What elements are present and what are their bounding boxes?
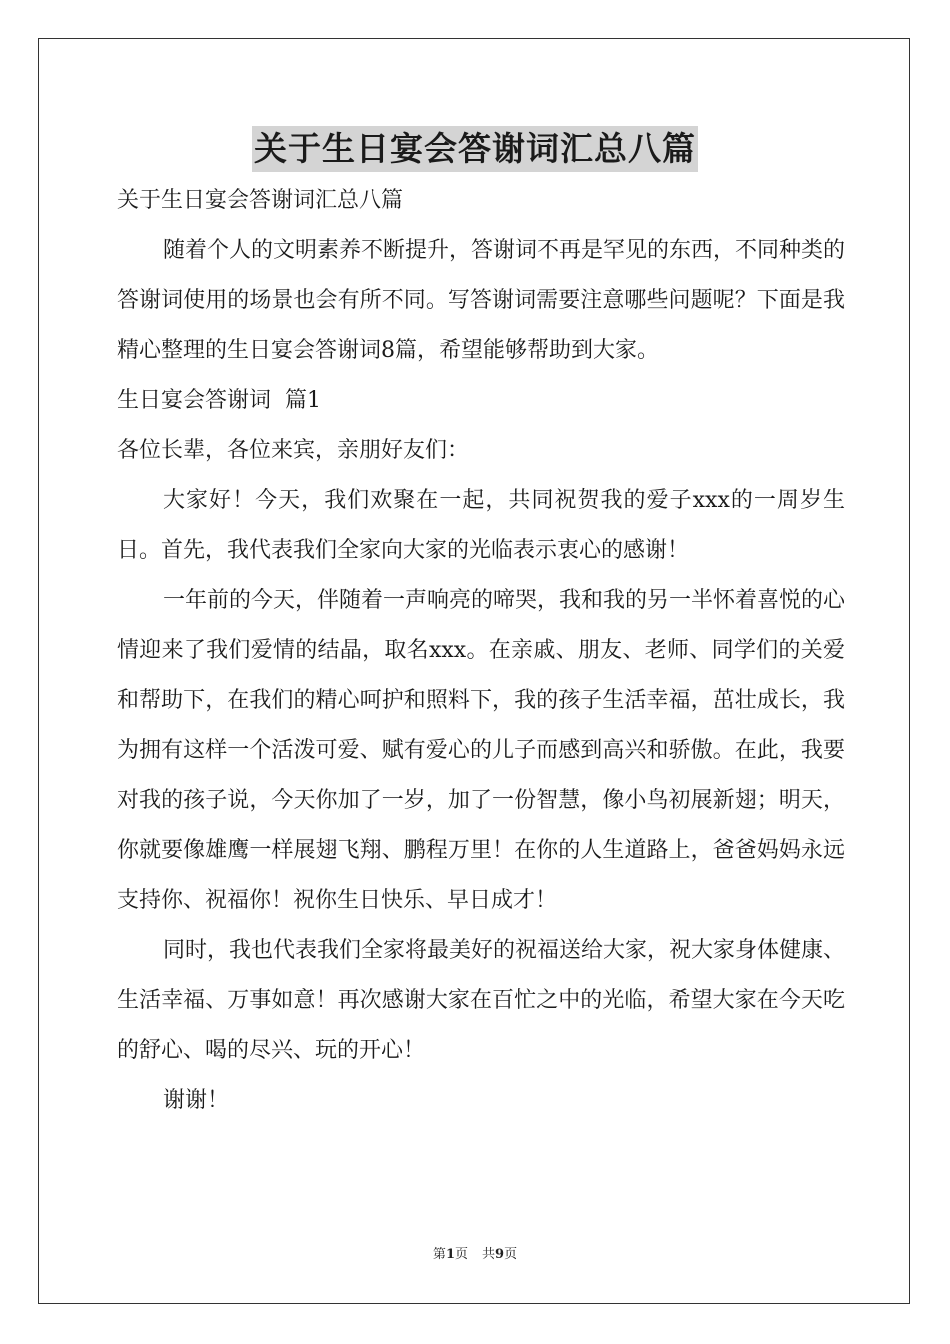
intro-paragraph: 随着个人的文明素养不断提升，答谢词不再是罕见的东西，不同种类的答谢词使用的场景也会有所不同。写答谢词需要注意哪些问题呢？下面是我精心整理的生日宴会答谢词8篇，希望能够帮助到大家。: [117, 238, 846, 363]
body-paragraph: 一年前的今天，伴随着一声响亮的啼哭，我和我的另一半怀着喜悦的心情迎来了我们爱情的结晶，取名xxx。在亲戚、朋友、老师、同学们的关爱和帮助下，在我们的精心呵护和照料下，我的孩子生活幸福，茁壮成长，我为拥有这样一个活泼可爱、赋有爱心的儿子而感到高兴和骄傲。在此，我要对我的孩子说，今天你加了一岁，加了一份智慧，像小鸟初展新翅；明天，你就要像雄鹰一样展翅飞翔、鹏程万里！在你的人生道路上，爸爸妈妈永远支持你、祝福你！祝你生日快乐、早日成才！: [117, 588, 846, 913]
document-body: [117, 176, 845, 1126]
page-current: 1: [445, 1247, 455, 1262]
page-suffix: 页: [454, 1247, 468, 1262]
total-prefix: 共: [482, 1247, 496, 1262]
body-paragraph: 同时，我也代表我们全家将最美好的祝福送给大家，祝大家身体健康、生活幸福、万事如意！再次感谢大家在百忙之中的光临，希望大家在今天吃的舒心、喝的尽兴、玩的开心！: [117, 938, 846, 1063]
page-footer: [0, 1246, 950, 1264]
document-title: 关于生日宴会答谢词汇总八篇: [252, 126, 698, 172]
body-paragraph: 大家好！今天，我们欢聚在一起，共同祝贺我的爱子xxx的一周岁生日。首先，我代表我们全家向大家的光临表示衷心的感谢！: [117, 488, 845, 563]
total-suffix: 页: [504, 1247, 518, 1262]
title-wrap: [0, 126, 950, 172]
salutation: 各位长辈，各位来宾，亲朋好友们：: [117, 438, 470, 463]
page-prefix: 第: [432, 1247, 446, 1262]
section-heading: 生日宴会答谢词 篇1: [117, 388, 321, 413]
document-subtitle: 关于生日宴会答谢词汇总八篇: [117, 188, 404, 213]
page-total: 9: [495, 1247, 505, 1262]
closing-thanks: 谢谢！: [163, 1088, 230, 1113]
